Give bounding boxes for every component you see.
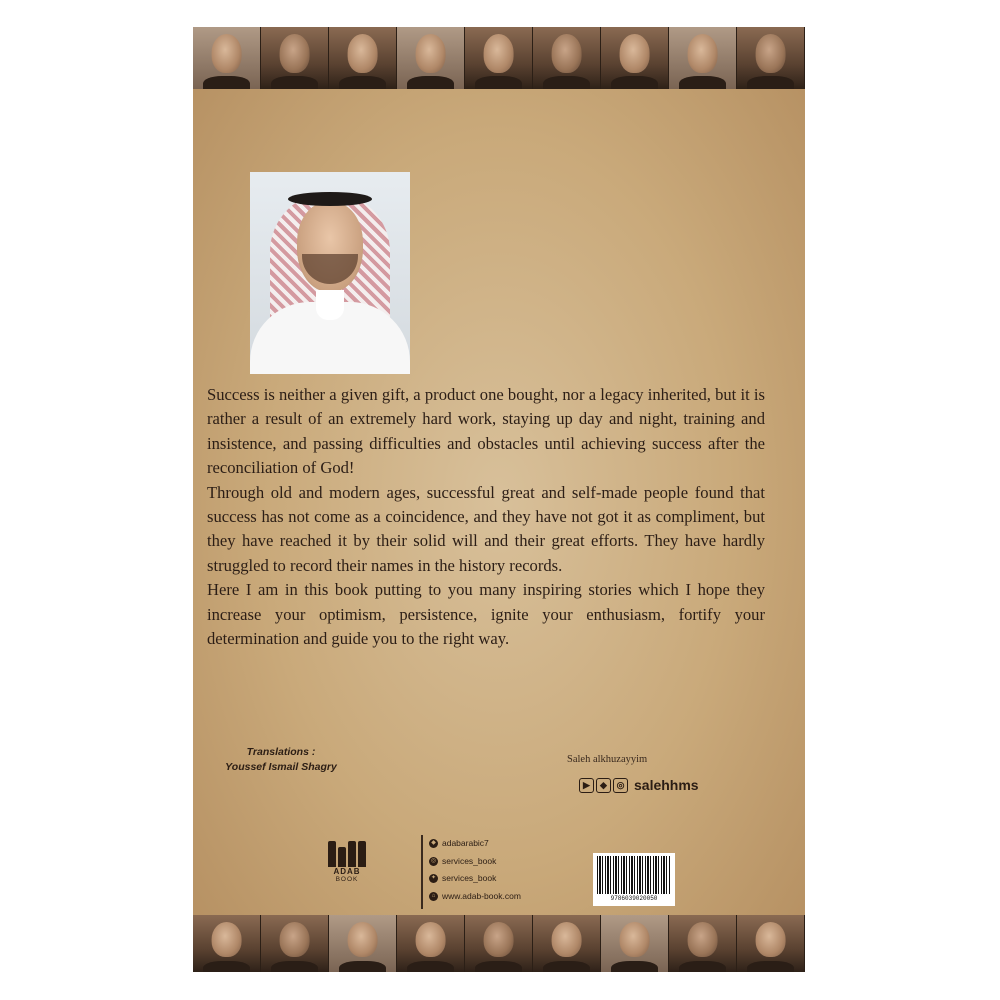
collar [316, 290, 344, 320]
contact-row [429, 835, 521, 853]
portrait-thumbnail [601, 915, 669, 972]
divider [421, 835, 423, 909]
top-portrait-strip [193, 27, 805, 89]
contact-row [429, 888, 521, 906]
author-social [579, 777, 699, 793]
contact-text: services_book [442, 873, 497, 883]
contact-text: services_book [442, 855, 497, 866]
portrait-thumbnail [261, 915, 329, 972]
instagram-icon: ◎ [613, 778, 628, 793]
logo-mark [325, 841, 369, 867]
blurb-paragraph: Through old and modern ages, successful great and self-made people found that success has not come as a coincidence, and they have not got it as compliment, but they have reached it by their solid will and their great efforts. They have hardly struggled to record their names in the history records. [207, 482, 765, 575]
portrait-thumbnail [397, 915, 465, 972]
blurb-paragraph: Success is neither a given gift, a product one bought, nor a legacy inherited, but it is rather a result of an extremely hard work, staying up day and night, training and insistence, and passing difficulties and obstacles until achieving success after the reconciliation of God! [207, 385, 765, 478]
translations-label: Translations : [246, 746, 316, 758]
contact-row [429, 870, 521, 888]
portrait-thumbnail [533, 915, 601, 972]
contact-row [429, 853, 521, 871]
barcode-number: 9786039020050 [610, 895, 658, 902]
logo-sub: BOOK [335, 876, 359, 883]
portrait-thumbnail [669, 27, 737, 89]
author-name: Saleh alkhuzayyim [567, 754, 648, 765]
portrait-thumbnail [737, 27, 805, 89]
youtube-icon: ▶ [579, 778, 594, 793]
portrait-thumbnail [329, 915, 397, 972]
book-back-cover [193, 27, 805, 972]
publisher-logo [325, 841, 369, 884]
contact-text: www.adab-book.com [442, 890, 521, 901]
twitter-icon: ✦ [430, 875, 437, 882]
portrait-thumbnail [465, 915, 533, 972]
portrait-thumbnail [193, 915, 261, 972]
translation-credit [201, 745, 361, 775]
snapchat-icon: ◆ [596, 778, 611, 793]
author-portrait [250, 172, 410, 374]
portrait-thumbnail [669, 915, 737, 972]
portrait-thumbnail [397, 27, 465, 89]
contact-text: adabarabic7 [442, 838, 489, 848]
snapchat-icon: ◆ [429, 839, 438, 848]
blurb-paragraph: Here I am in this book putting to you many inspiring stories which I hope they increase your optimism, persistence, ignite your enthusiasm, fortify your determination and guide you to the right way. [207, 580, 765, 649]
portrait-thumbnail [261, 27, 329, 89]
web-icon: ⌂ [429, 892, 438, 901]
translator-name: Youssef Ismail Shagry [225, 761, 337, 773]
portrait-thumbnail [737, 915, 805, 972]
logo-brand: ADAB [333, 867, 361, 876]
instagram-icon: ◎ [430, 857, 437, 864]
portrait-thumbnail [329, 27, 397, 89]
publisher-contacts [429, 835, 521, 905]
social-handle: salehhms [634, 777, 699, 793]
barcode-bars [597, 856, 671, 894]
portrait-thumbnail [193, 27, 261, 89]
portrait-thumbnail [601, 27, 669, 89]
portrait-thumbnail [533, 27, 601, 89]
isbn-barcode [593, 853, 675, 906]
bottom-portrait-strip [193, 915, 805, 972]
agal-band [288, 192, 372, 206]
blurb [207, 383, 765, 651]
portrait-thumbnail [465, 27, 533, 89]
